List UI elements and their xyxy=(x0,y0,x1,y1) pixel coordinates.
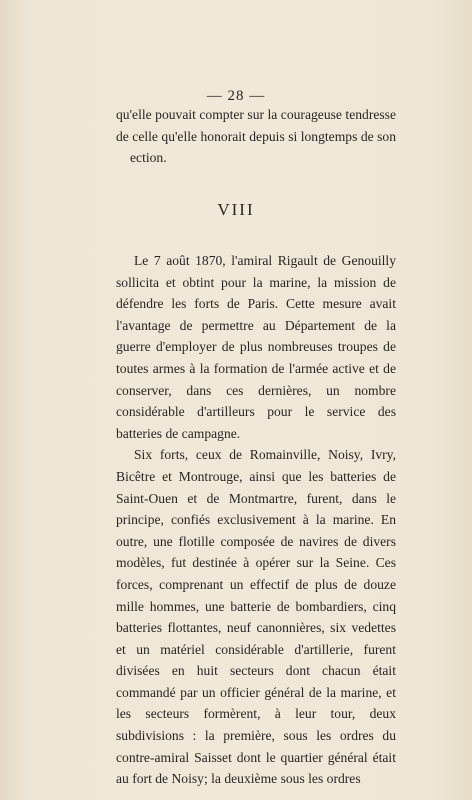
section-heading: VIII xyxy=(217,200,255,219)
lead-line: qu'elle pouvait compter sur la courageuse tendresse xyxy=(116,107,396,122)
lead-line: de celle qu'elle honorait depuis si longtemps de son xyxy=(116,128,396,144)
lead-paragraph xyxy=(116,104,396,169)
page-number: — 28 — xyxy=(206,88,266,104)
body-text xyxy=(116,250,396,790)
paragraph: Le 7 août 1870, l'amiral Rigault de Genouilly sollicita et obtint pour la marine, la mission de défendre les forts de Paris. Cette mesure avait l'avantage de permettre au Département de la guerre d'employer de plus nombreuses troupes de toutes armes à la formation de l'armée active et de conserver, dans ces dernières, un nombre considérable d'artilleurs pour le service des batteries de campagne. xyxy=(116,253,396,441)
lead-line: ection. xyxy=(130,150,167,166)
paragraph: Six forts, ceux de Romainville, Noisy, Ivry, Bicêtre et Montrouge, ainsi que les batteries de Saint-Ouen et de Montmartre, furent, dans le principe, confiés exclusivement à la marine. En outre, une flotille composée de navires de divers modèles, fut destinée à opérer sur la Seine. Ces forces, comprenant un effectif de plus de douze mille hommes, une batterie de bombardiers, cinq batteries flottantes, neuf canonnières, six vedettes et un matériel considérable d'artillerie, furent divisées en huit secteurs dont chacun était commandé par un officier général de la marine, et les secteurs formèrent, à leur tour, deux subdivisions : la première, sous les ordres du contre-amiral Saisset dont le quartier général était au fort de Noisy; la deuxième sous les ordres xyxy=(116,447,396,787)
